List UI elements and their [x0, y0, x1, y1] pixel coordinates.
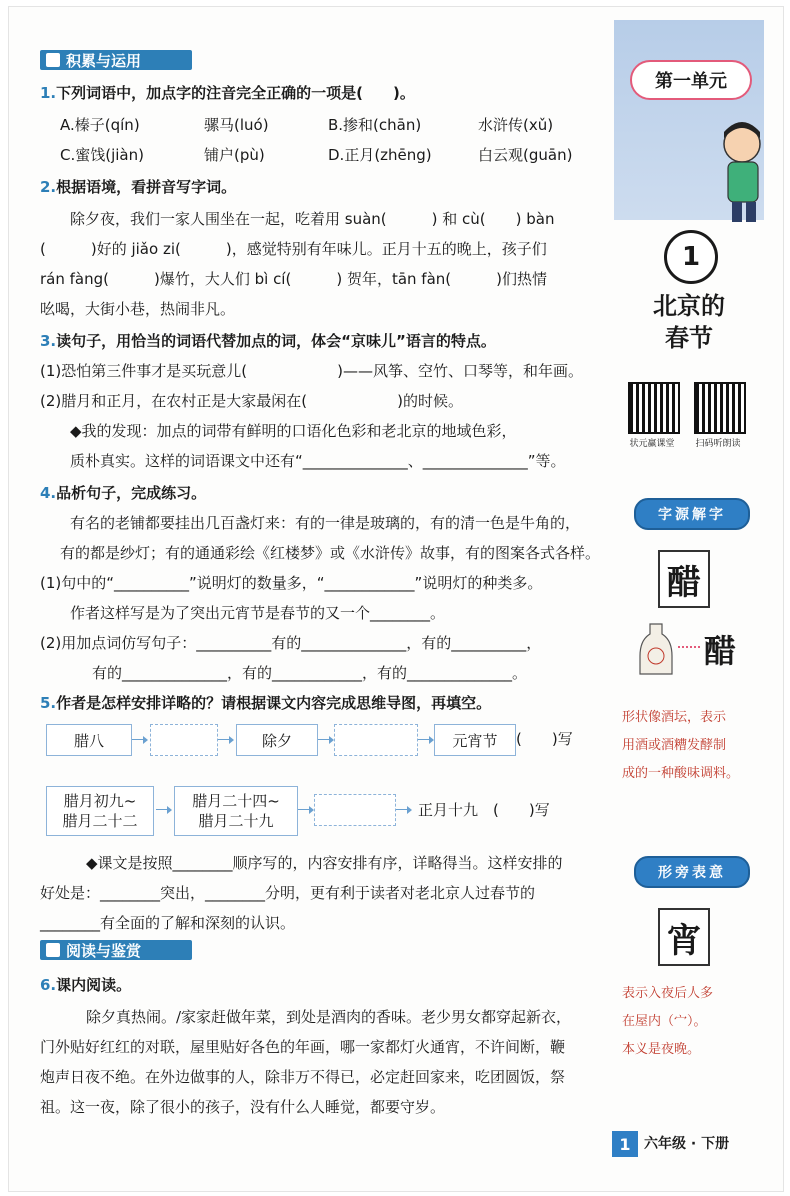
- note-line: 本义是夜晚。: [622, 1042, 701, 1057]
- mindmap-node: 腊八: [46, 724, 132, 756]
- question-stem: 品析句子，完成练习。: [56, 484, 207, 502]
- note-line: 用酒或酒糟发酵制: [622, 738, 727, 753]
- q2-line: ( )好的 jiǎo zi( )，感觉特别有年味儿。正月十五的晚上，孩子们: [40, 240, 547, 258]
- question-number: 3.: [40, 332, 57, 350]
- radical-meaning-pill: 形旁表意: [634, 856, 750, 888]
- q4-line: 作者这样写是为了突出元宵节是春节的又一个________。: [70, 604, 446, 622]
- note-line: 形状像酒坛，表示: [622, 710, 727, 725]
- book-icon: [46, 943, 60, 957]
- arrow-icon: [218, 739, 232, 740]
- node-line: 腊月二十九: [198, 812, 274, 830]
- lesson-title-line-2: 春节: [665, 324, 713, 352]
- question-stem: 根据语境，看拼音写字词。: [56, 178, 237, 196]
- character-box: 醋: [658, 550, 710, 608]
- arrow-icon: [396, 809, 410, 810]
- section-header: [40, 940, 192, 960]
- character-box: 宵: [658, 908, 710, 966]
- q1-option: A.榛子(qín): [60, 116, 140, 134]
- mindmap-node: [46, 786, 154, 836]
- pencil-icon: [46, 53, 60, 67]
- question-6: [40, 974, 131, 996]
- q3-line: (1)恐怕第三件事才是买玩意儿( )——风筝、空竹、口琴等，和年画。: [40, 362, 583, 380]
- arrow-icon: [156, 809, 170, 810]
- reading-line: 门外贴好红红的对联，屋里贴好各色的年画，哪一家都灯火通宵，不许间断，鞭: [40, 1038, 566, 1056]
- mindmap-node: 除夕: [236, 724, 318, 756]
- q1-option: 骡马(luó): [204, 116, 269, 134]
- q1-option: B.掺和(chān): [328, 116, 422, 134]
- question-number: 1.: [40, 84, 57, 102]
- q1-option: 白云观(guān): [478, 146, 573, 164]
- question-number: 5.: [40, 694, 57, 712]
- qr-code-icon[interactable]: [628, 382, 680, 434]
- question-4: [40, 482, 206, 504]
- question-stem: 下列词语中，加点字的注音完全正确的一项是( )。: [56, 84, 415, 102]
- evolution-arrow: [678, 646, 700, 648]
- question-3: [40, 330, 496, 352]
- page-number: 1: [612, 1131, 638, 1157]
- evolved-character: 醋: [704, 632, 737, 670]
- q4-quote-line: 有的都是纱灯；有的通通彩绘《红楼梦》或《水浒传》故事，有的图案各式各样。: [60, 544, 601, 562]
- q1-option: C.蜜饯(jiàn): [60, 146, 144, 164]
- section-title: 积累与运用: [66, 51, 142, 70]
- q4-line: (2)用加点词仿写句子：__________有的______________，有的__________，: [40, 634, 542, 652]
- note-line: 在屋内（宀）。: [622, 1014, 707, 1029]
- grade-label: 六年级 · 下册: [644, 1136, 730, 1152]
- radical-note: [622, 980, 762, 1064]
- arrow-icon: [318, 739, 332, 740]
- q1-option: 铺户(pù): [204, 146, 265, 164]
- etymology-note: [622, 704, 762, 788]
- boy-illustration: [714, 116, 774, 226]
- q2-line: rán fàng( )爆竹，大人们 bì cí( ) 贺年，tān fàn( )们热情: [40, 270, 547, 288]
- mindmap-note: ( )写: [516, 730, 573, 748]
- unit-tag: 第一单元: [630, 60, 752, 100]
- section-header: [40, 50, 192, 70]
- qr-label: 状元赢课堂: [629, 439, 675, 449]
- q3-line: ◆我的发现：加点的词带有鲜明的口语化色彩和老北京的地域色彩，: [70, 422, 517, 440]
- lesson-title-line-1: 北京的: [653, 292, 725, 320]
- q3-line: (2)腊月和正月，在农村正是大家最闲在( )的时候。: [40, 392, 463, 410]
- mindmap-blank[interactable]: [314, 794, 396, 826]
- q5-line: 好处是：________突出，________分明，更有利于读者对老北京人过春节的: [40, 884, 536, 902]
- node-line: 腊月二十四~: [192, 792, 280, 810]
- qr-label: 扫码听朗读: [695, 439, 741, 449]
- node-line: 腊月二十二: [62, 812, 138, 830]
- mindmap-blank[interactable]: [150, 724, 218, 756]
- mindmap-node: [174, 786, 298, 836]
- q1-option: 水浒传(xǔ): [478, 116, 554, 134]
- mindmap-node: 正月十九 ( )写: [418, 801, 550, 819]
- mindmap-node: 元宵节: [434, 724, 516, 756]
- reading-line: 祖。这一夜，除了很小的孩子，没有什么人睡觉，都要守岁。: [40, 1098, 446, 1116]
- sidebar: [614, 20, 764, 1160]
- question-1: [40, 82, 415, 104]
- arrow-icon: [132, 739, 146, 740]
- question-stem: 读句子，用恰当的词语代替加点的词，体会“京味儿”语言的特点。: [56, 332, 496, 350]
- q4-line: (1)句中的“__________”说明灯的数量多，“____________”说明灯的种类多。: [40, 574, 543, 592]
- q4-line: 有的______________，有的____________，有的______________。: [92, 664, 528, 682]
- section-title: 阅读与鉴赏: [66, 941, 142, 960]
- arrow-icon: [298, 809, 312, 810]
- question-number: 4.: [40, 484, 57, 502]
- reading-line: 除夕真热闹。/家家赶做年菜，到处是酒肉的香味。老少男女都穿起新衣，: [86, 1008, 572, 1026]
- question-stem: 课内阅读。: [56, 976, 132, 994]
- lesson-title: [624, 290, 754, 354]
- question-number: 2.: [40, 178, 57, 196]
- question-stem: 作者是怎样安排详略的？请根据课文内容完成思维导图，再填空。: [56, 694, 492, 712]
- lesson-number-badge: 1: [664, 230, 718, 284]
- q2-line: 吆喝，大街小巷，热闹非凡。: [40, 300, 236, 318]
- note-line: 成的一种酸味调料。: [622, 766, 740, 781]
- qr-code-icon[interactable]: [694, 382, 746, 434]
- mindmap-blank[interactable]: [334, 724, 418, 756]
- q2-line: 除夕夜，我们一家人围坐在一起，吃着用 suàn( ) 和 cù( ) bàn: [70, 210, 555, 228]
- question-2: [40, 176, 236, 198]
- q1-option: D.正月(zhēng): [328, 146, 432, 164]
- page-footer: [612, 1131, 762, 1157]
- q4-quote-line: 有名的老铺都要挂出几百盏灯来：有的一律是玻璃的，有的清一色是牛角的，: [70, 514, 581, 532]
- node-line: 腊月初九~: [63, 792, 137, 810]
- arrow-icon: [418, 739, 432, 740]
- wine-jar-icon: [636, 620, 676, 680]
- question-number: 6.: [40, 976, 57, 994]
- etymology-pill: 字源解字: [634, 498, 750, 530]
- reading-line: 炮声日夜不绝。在外边做事的人，除非万不得已，必定赶回家来，吃团圆饭，祭: [40, 1068, 566, 1086]
- q5-line: ◆课文是按照________顺序写的，内容安排有序，详略得当。这样安排的: [86, 854, 563, 872]
- q5-line: ________有全面的了解和深刻的认识。: [40, 914, 296, 932]
- question-5: [40, 692, 491, 714]
- q3-line: 质朴真实。这样的词语课文中还有“______________、______________”等。: [70, 452, 566, 470]
- note-line: 表示入夜后人多: [622, 986, 714, 1001]
